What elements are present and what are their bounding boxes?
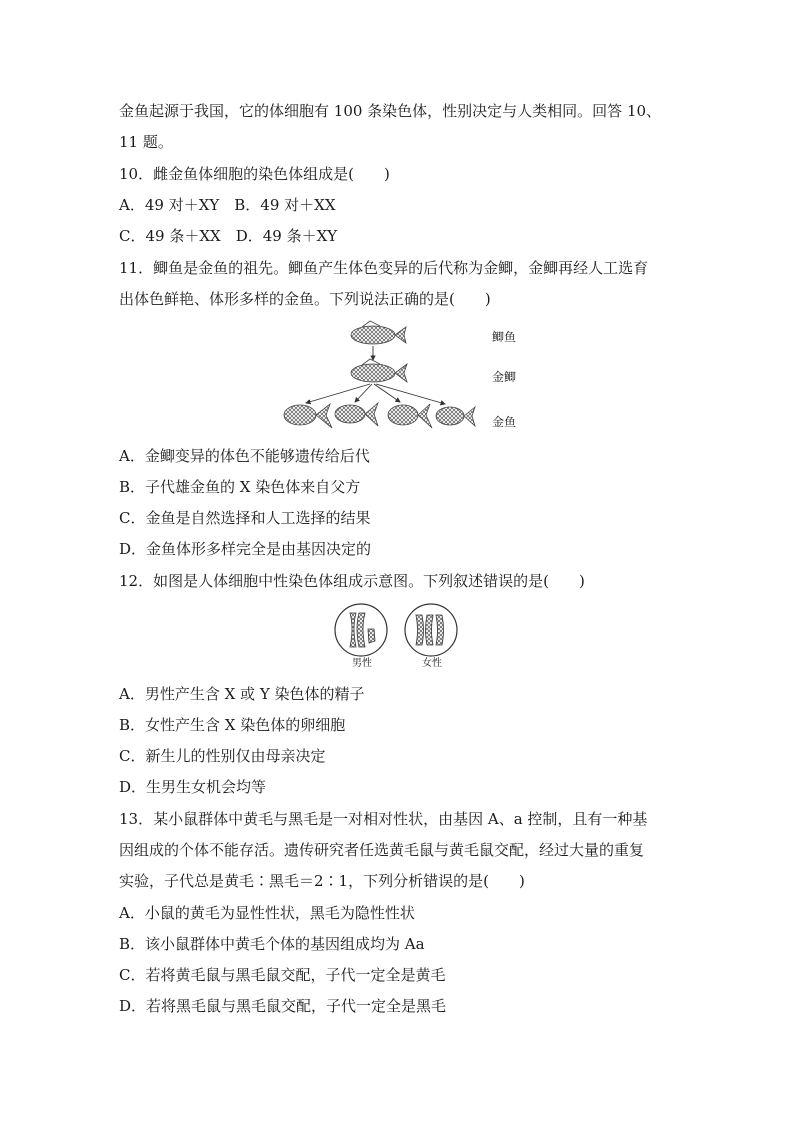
label-male: 男性 xyxy=(352,658,372,669)
q13-option-d: D．若将黑毛鼠与黑毛鼠交配，子代一定全是黑毛 xyxy=(119,997,447,1015)
q13-stem-line-3: 实验，子代总是黄毛∶黑毛＝2∶1，下列分析错误的是( ) xyxy=(119,872,525,890)
goldfish-evolution-figure xyxy=(270,318,530,438)
q10-options-cd: C．49 条＋XX D．49 条＋XY xyxy=(119,227,338,245)
male-chromosomes-image xyxy=(335,604,387,656)
q12-option-b: B．女性产生含 X 染色体的卵细胞 xyxy=(119,716,346,734)
q13-option-a: A．小鼠的黄毛为显性性状，黑毛为隐性性状 xyxy=(119,904,415,922)
q12-option-a: A．男性产生含 X 或 Y 染色体的精子 xyxy=(119,685,365,703)
q13-option-c: C．若将黄毛鼠与黑毛鼠交配，子代一定全是黄毛 xyxy=(119,966,446,984)
goldfish-variety-1-image xyxy=(284,404,332,428)
q12-option-c: C．新生儿的性别仅由母亲决定 xyxy=(119,747,326,765)
goldfish-variety-2-image xyxy=(335,403,378,426)
q12-stem: 12．如图是人体细胞中性染色体组成示意图。下列叙述错误的是( ) xyxy=(119,572,585,590)
q13-option-b: B．该小鼠群体中黄毛个体的基因组成均为 Aa xyxy=(119,935,425,953)
goldfish-variety-3-image xyxy=(388,404,432,428)
label-crucian-carp: 鲫鱼 xyxy=(492,330,517,344)
q11-option-b: B．子代雄金鱼的 X 染色体来自父方 xyxy=(119,478,361,496)
intro-line-2: 11 题。 xyxy=(119,133,173,151)
q11-stem-line-2: 出体色鲜艳、体形多样的金鱼。下列说法正确的是( ) xyxy=(119,290,491,308)
q11-option-c: C．金鱼是自然选择和人工选择的结果 xyxy=(119,509,371,527)
female-chromosomes-image xyxy=(405,604,457,656)
goldfish-variety-4-image xyxy=(436,407,475,426)
sex-chromosome-figure xyxy=(333,603,463,659)
q12-option-d: D．生男生女机会均等 xyxy=(119,778,267,796)
q13-stem-line-1: 13．某小鼠群体中黄毛与黑毛是一对相对性状，由基因 A、a 控制，且有一种基 xyxy=(119,810,648,828)
label-goldfish: 金鱼 xyxy=(492,415,517,429)
label-female: 女性 xyxy=(422,658,442,669)
q10-options-ab: A．49 对＋XY B．49 对＋XX xyxy=(119,196,336,214)
q13-stem-line-2: 因组成的个体不能存活。遗传研究者任选黄毛鼠与黄毛鼠交配，经过大量的重复 xyxy=(119,841,645,859)
q11-stem-line-1: 11．鲫鱼是金鱼的祖先。鲫鱼产生体色变异的后代称为金鲫，金鲫再经人工选育 xyxy=(119,259,649,277)
crucian-carp-image xyxy=(351,321,406,344)
label-golden-crucian: 金鲫 xyxy=(492,370,517,384)
golden-crucian-image xyxy=(351,359,407,382)
q10-stem: 10．雌金鱼体细胞的染色体组成是( ) xyxy=(119,165,390,183)
intro-line-1: 金鱼起源于我国，它的体细胞有 100 条染色体，性别决定与人类相同。回答 10、 xyxy=(119,102,662,120)
q11-option-d: D．金鱼体形多样完全是由基因决定的 xyxy=(119,540,372,558)
q11-option-a: A．金鲫变异的体色不能够遗传给后代 xyxy=(119,447,370,465)
